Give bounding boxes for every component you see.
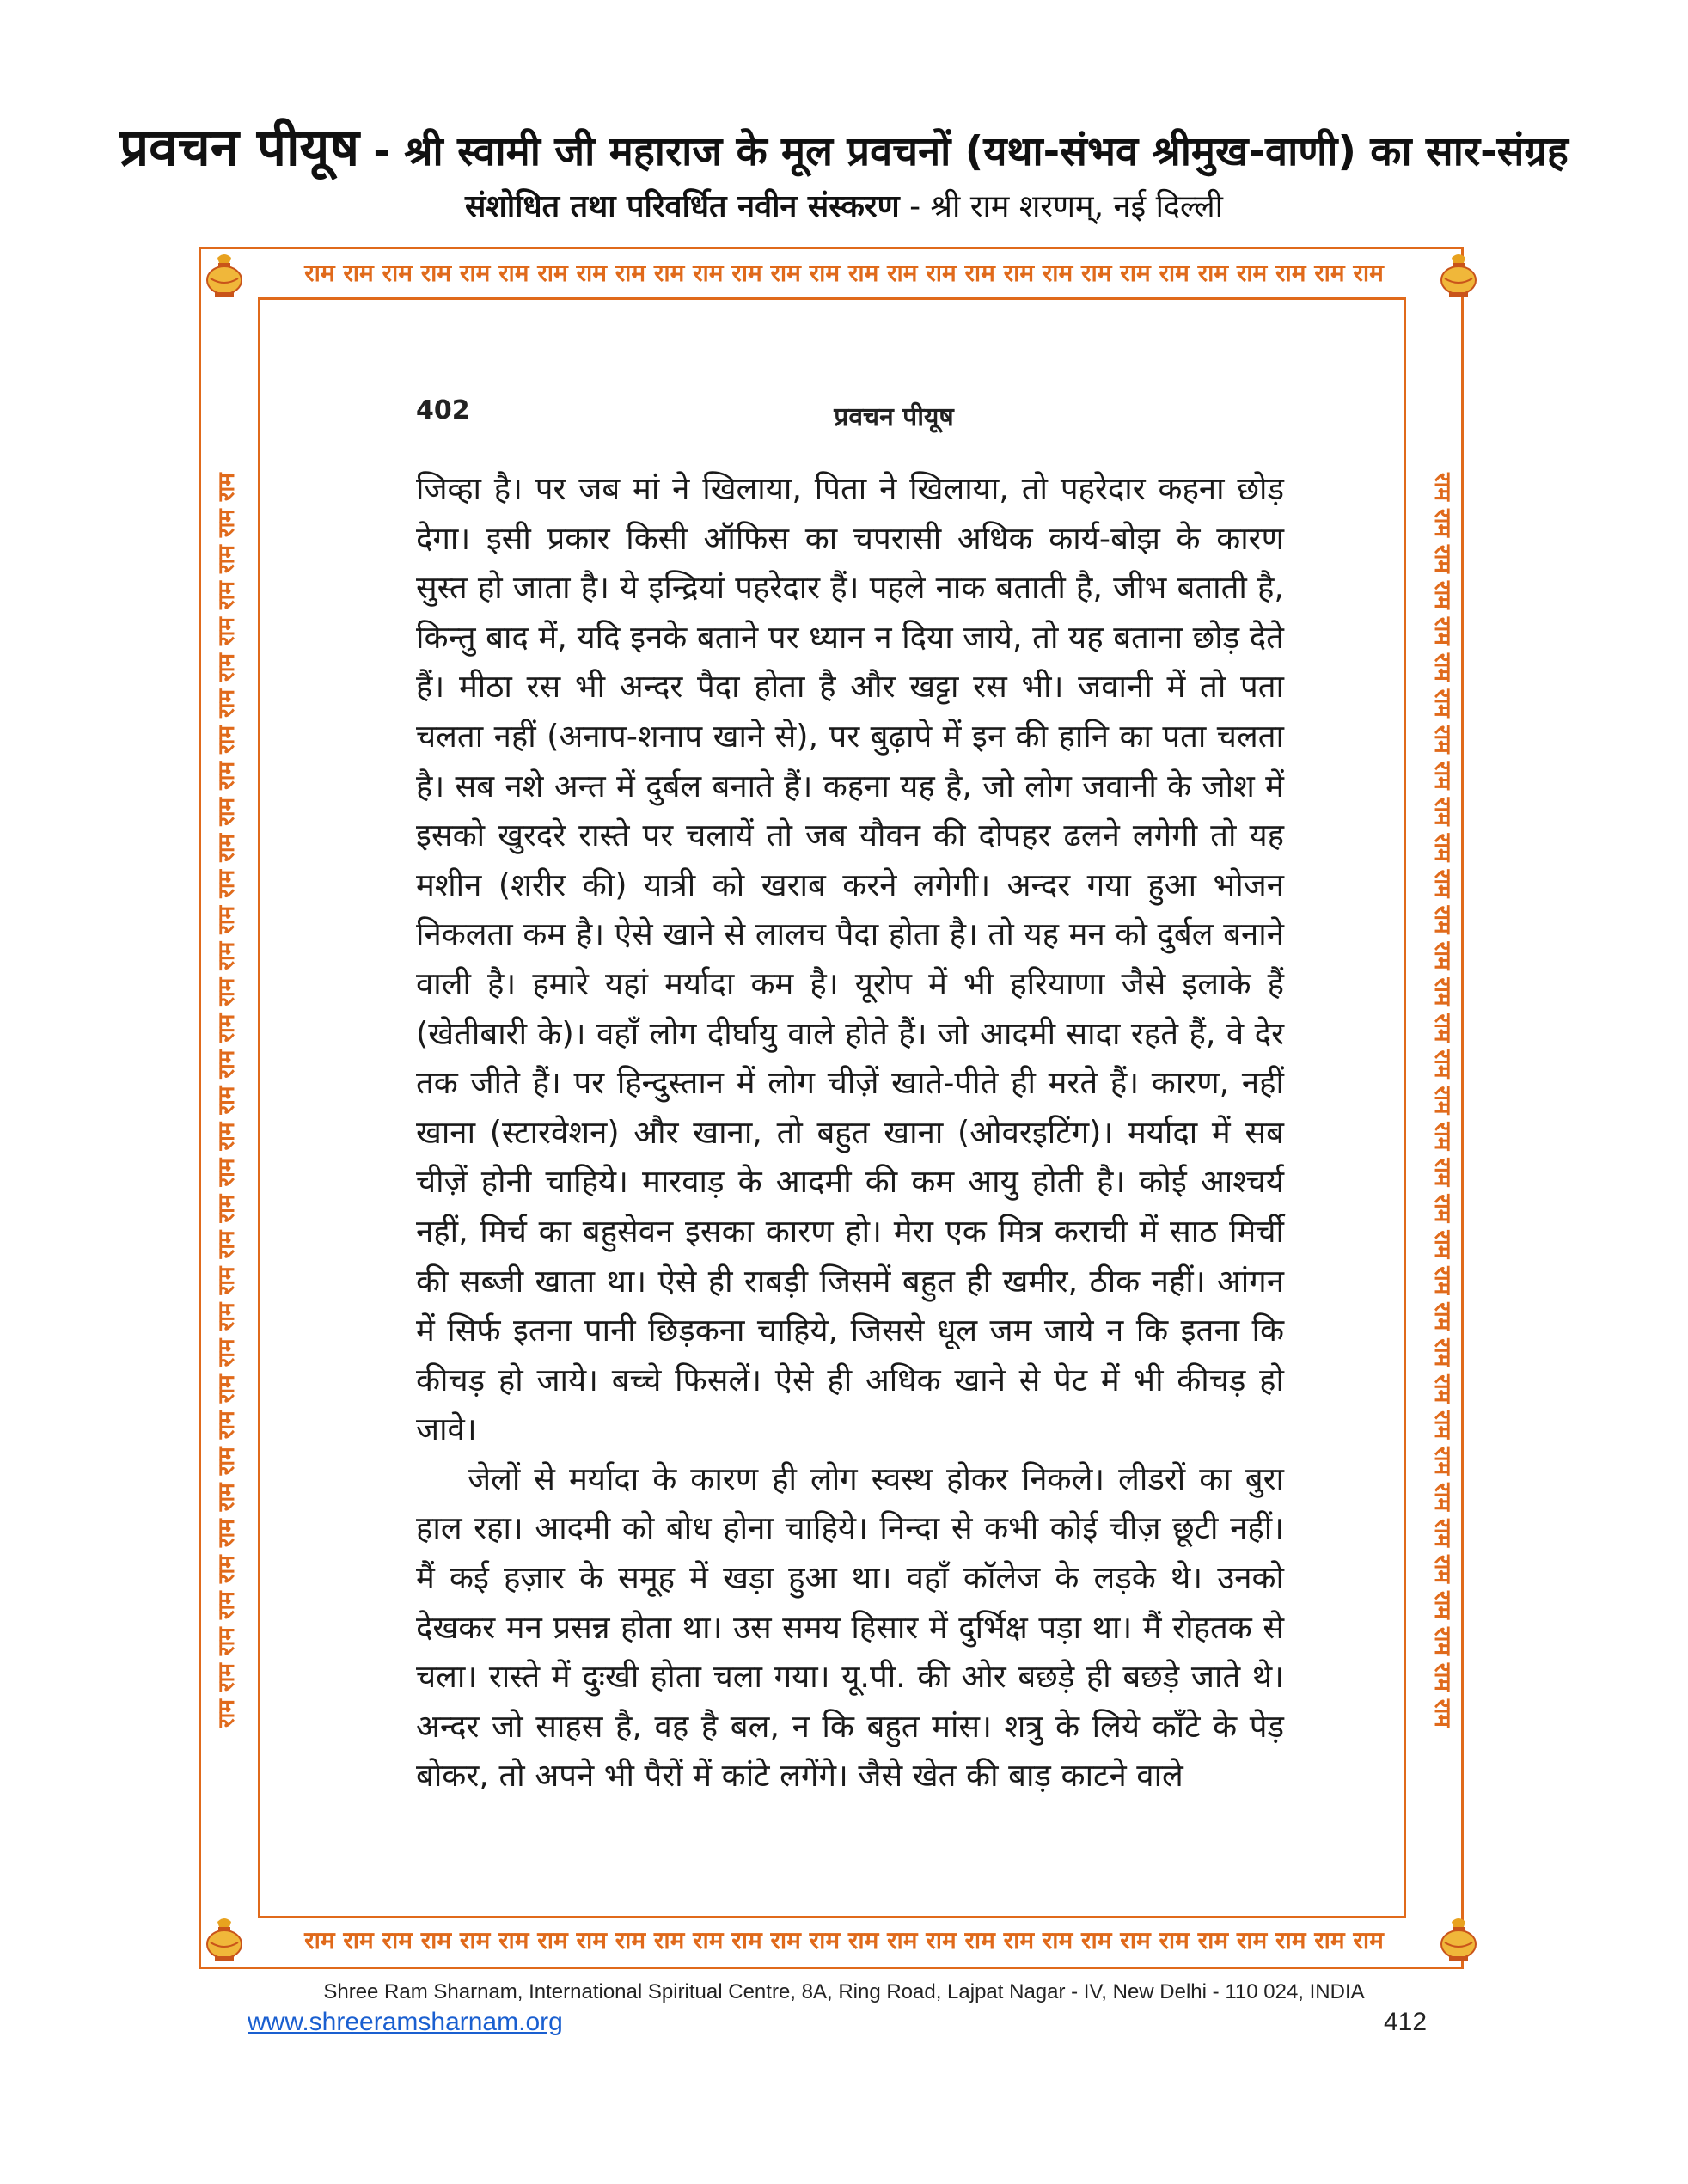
ram-border-right: राम राम राम राम राम राम राम राम राम राम राम राम राम राम राम राम राम राम राम राम राम राम राम राम राम राम राम राम राम राम राम राम राम राम राम [1429,473,1455,1728]
kalash-icon [1437,249,1480,297]
edition-publisher: - श्री राम शरणम्, नई दिल्ली [899,189,1223,224]
website-link[interactable]: www.shreeramsharnam.org [248,2008,563,2036]
footer-page-number: 412 [1384,2008,1428,2036]
paragraph: जिव्हा है। पर जब मां ने खिलाया, पिता ने खिलाया, तो पहरेदार कहना छोड़ देगा। इसी प्रकार किसी ऑफिस का चपरासी अधिक कार्य-बोझ के कारण सुस्त हो जाता है। ये इन्द्रियां पहरेदार हैं। पहले नाक बताती है, जीभ बताती है, किन्तु बाद में, यदि इनके बताने पर ध्यान न दिया जाये, तो यह बताना छोड़ देते हैं। मीठा रस भी अन्दर पैदा होता है और खट्टा रस भी। जवानी में तो पता चलता नहीं (अनाप-शनाप खाने से), पर बुढ़ापे में इन की हानि का पता चलता है। सब नशे अन्त में दुर्बल बनाते हैं। कहना यह है, जो लोग जवानी के जोश में इसको खुरदरे रास्ते पर चलायें तो जब यौवन की दोपहर ढलने लगेगी तो यह मशीन (शरीर की) यात्री को खराब करने लगेगी। अन्दर गया हुआ भोजन निकलता कम है। ऐसे खाने से लालच पैदा होता है। तो यह मन को दुर्बल बनाने वाली है। हमारे यहां मर्यादा कम है। यूरोप में भी हरियाणा जैसे इलाके हैं (खेतीबारी के)। वहाँ लोग दीर्घायु वाले होते हैं। जो आदमी सादा रहते हैं, वे देर तक जीते हैं। पर हिन्दुस्तान में लोग चीज़ें खाते-पीते ही मरते हैं। कारण, नहीं खाना (स्टारवेशन) और खाना, तो बहुत खाना (ओवरइटिंग)। मर्यादा में सब चीज़ें होनी चाहिये। मारवाड़ के आदमी की कम आयु होती है। कोई आश्चर्य नहीं, मिर्च का बहुसेवन इसका कारण हो। मेरा एक मित्र कराची में साठ मिर्ची की सब्जी खाता था। ऐसे ही राबड़ी जिसमें बहुत ही खमीर, ठीक नहीं। आंगन में सिर्फ इतना पानी छिड़कना चाहिये, जिससे धूल जम जाये न कि इतना कि कीचड़ हो जाये। बच्चे फिसलें। ऐसे ही अधिक खाने से पेट में भी कीचड़ हो जावे। [416,470,1284,1448]
footer-address: Shree Ram Sharnam, International Spiritual Centre, 8A, Ring Road, Lajpat Nagar - IV, New Delhi - 110 024, INDIA [323,1980,1365,2004]
book-title: प्रवचन पीयूष [119,118,360,178]
ram-border-left: राम राम राम राम राम राम राम राम राम राम राम राम राम राम राम राम राम राम राम राम राम राम राम राम राम राम राम राम राम राम राम राम राम राम राम [214,473,240,1728]
ram-border-top: राम राम राम राम राम राम राम राम राम राम राम राम राम राम राम राम राम राम राम राम राम राम राम राम राम राम राम राम [304,259,1384,287]
ram-border-bottom: राम राम राम राम राम राम राम राम राम राम राम राम राम राम राम राम राम राम राम राम राम राम राम राम राम राम राम राम [304,1926,1384,1955]
kalash-icon [203,1913,246,1961]
body-text [416,464,1284,1801]
kalash-icon [1437,1913,1480,1961]
running-title: प्रवचन पीयूष [834,402,954,432]
kalash-icon [203,249,246,297]
book-subtitle: - श्री स्वामी जी महाराज के मूल प्रवचनों (यथा-संभव श्रीमुख-वाणी) का सार-संग्रह [359,128,1569,175]
book-page-number: 402 [416,395,470,425]
edition-label: संशोधित तथा परिवर्धित नवीन संस्करण [465,189,900,224]
document-header-edition [0,184,1688,226]
document-header-title [0,110,1688,180]
paragraph: जेलों से मर्यादा के कारण ही लोग स्वस्थ होकर निकले। लीडरों का बुरा हाल रहा। आदमी को बोध होना चाहिये। निन्दा से कभी कोई चीज़ छूटी नहीं। मैं कई हज़ार के समूह में खड़ा हुआ था। वहाँ कॉलेज के लड़के थे। उनको देखकर मन प्रसन्न होता था। उस समय हिसार में दुर्भिक्ष पड़ा था। मैं रोहतक से चला। रास्ते में दुःखी होता चला गया। यू.पी. की ओर बछड़े ही बछड़े जाते थे। अन्दर जो साहस है, वह है बल, न कि बहुत मांस। शत्रु के लिये काँटे के पेड़ बोकर, तो अपने भी पैरों में कांटे लगेंगे। जैसे खेत की बाड़ काटने वाले [416,1459,1284,1795]
